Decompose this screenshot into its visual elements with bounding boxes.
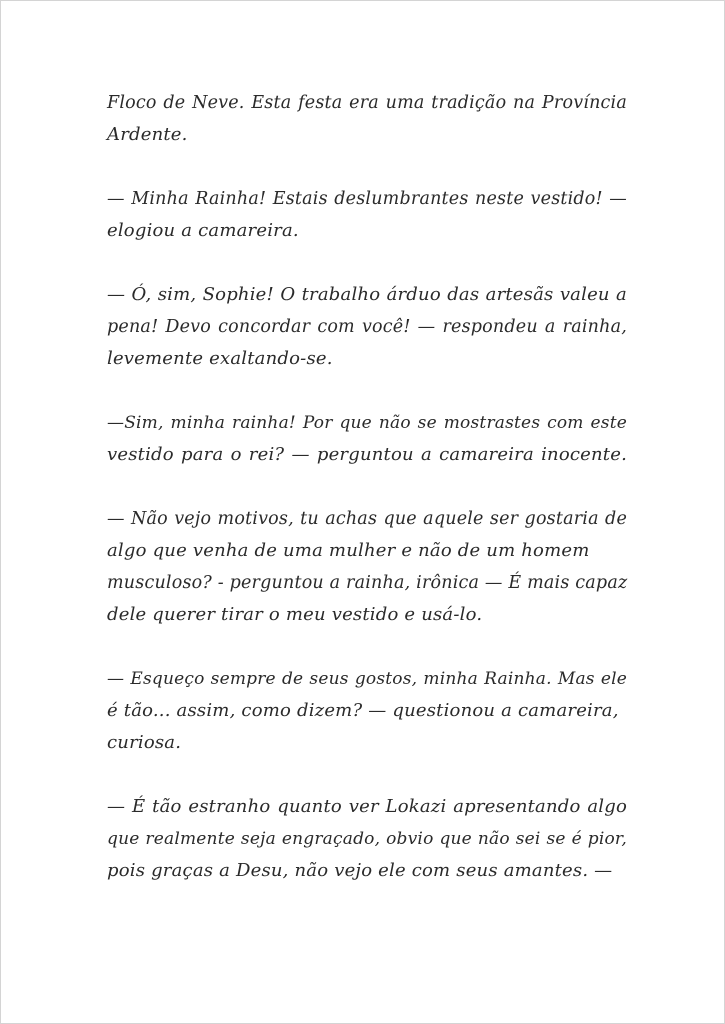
text-line: dele querer tirar o meu vestido e usá-lo. (107, 604, 483, 625)
paragraph (107, 407, 627, 471)
text-line: musculoso? - perguntou a rainha, irônica — É mais capaz (107, 573, 628, 593)
paragraph (107, 183, 627, 247)
text-line: é tão... assim, como dizem? — questionou a camareira, (107, 700, 619, 721)
text-line: que realmente seja engraçado, obvio que não sei se é pior, (107, 829, 627, 849)
text-line: — Minha Rainha! Estais deslumbrantes neste vestido! — (107, 189, 627, 209)
text-line: elogiou a camareira. (107, 220, 299, 241)
text-line: — É tão estranho quanto ver Lokazi apresentando algo (107, 796, 627, 817)
text-line: — Não vejo motivos, tu achas que aquele ser gostaria de (107, 509, 627, 529)
paragraph (107, 87, 627, 151)
text-line: curiosa. (107, 732, 182, 753)
paragraph (107, 791, 627, 887)
text-line: —Sim, minha rainha! Por que não se mostrastes com este (107, 413, 627, 433)
text-line: algo que venha de uma mulher e não de um homem (107, 540, 590, 561)
text-line: vestido para o rei? — perguntou a camareira inocente. (107, 444, 627, 465)
paragraph (107, 663, 627, 759)
document-body (107, 87, 627, 919)
text-line: Ardente. (107, 124, 188, 145)
text-line: pois graças a Desu, não vejo ele com seus amantes. — (107, 860, 613, 881)
text-line: pena! Devo concordar com você! — respondeu a rainha, (107, 317, 627, 337)
text-line: — Ó, sim, Sophie! O trabalho árduo das artesãs valeu a (107, 284, 627, 305)
paragraph (107, 503, 627, 631)
text-line: levemente exaltando-se. (107, 348, 333, 369)
text-line: — Esqueço sempre de seus gostos, minha Rainha. Mas ele (107, 669, 627, 689)
paragraph (107, 279, 627, 375)
text-line: Floco de Neve. Esta festa era uma tradição na Província (107, 93, 627, 113)
